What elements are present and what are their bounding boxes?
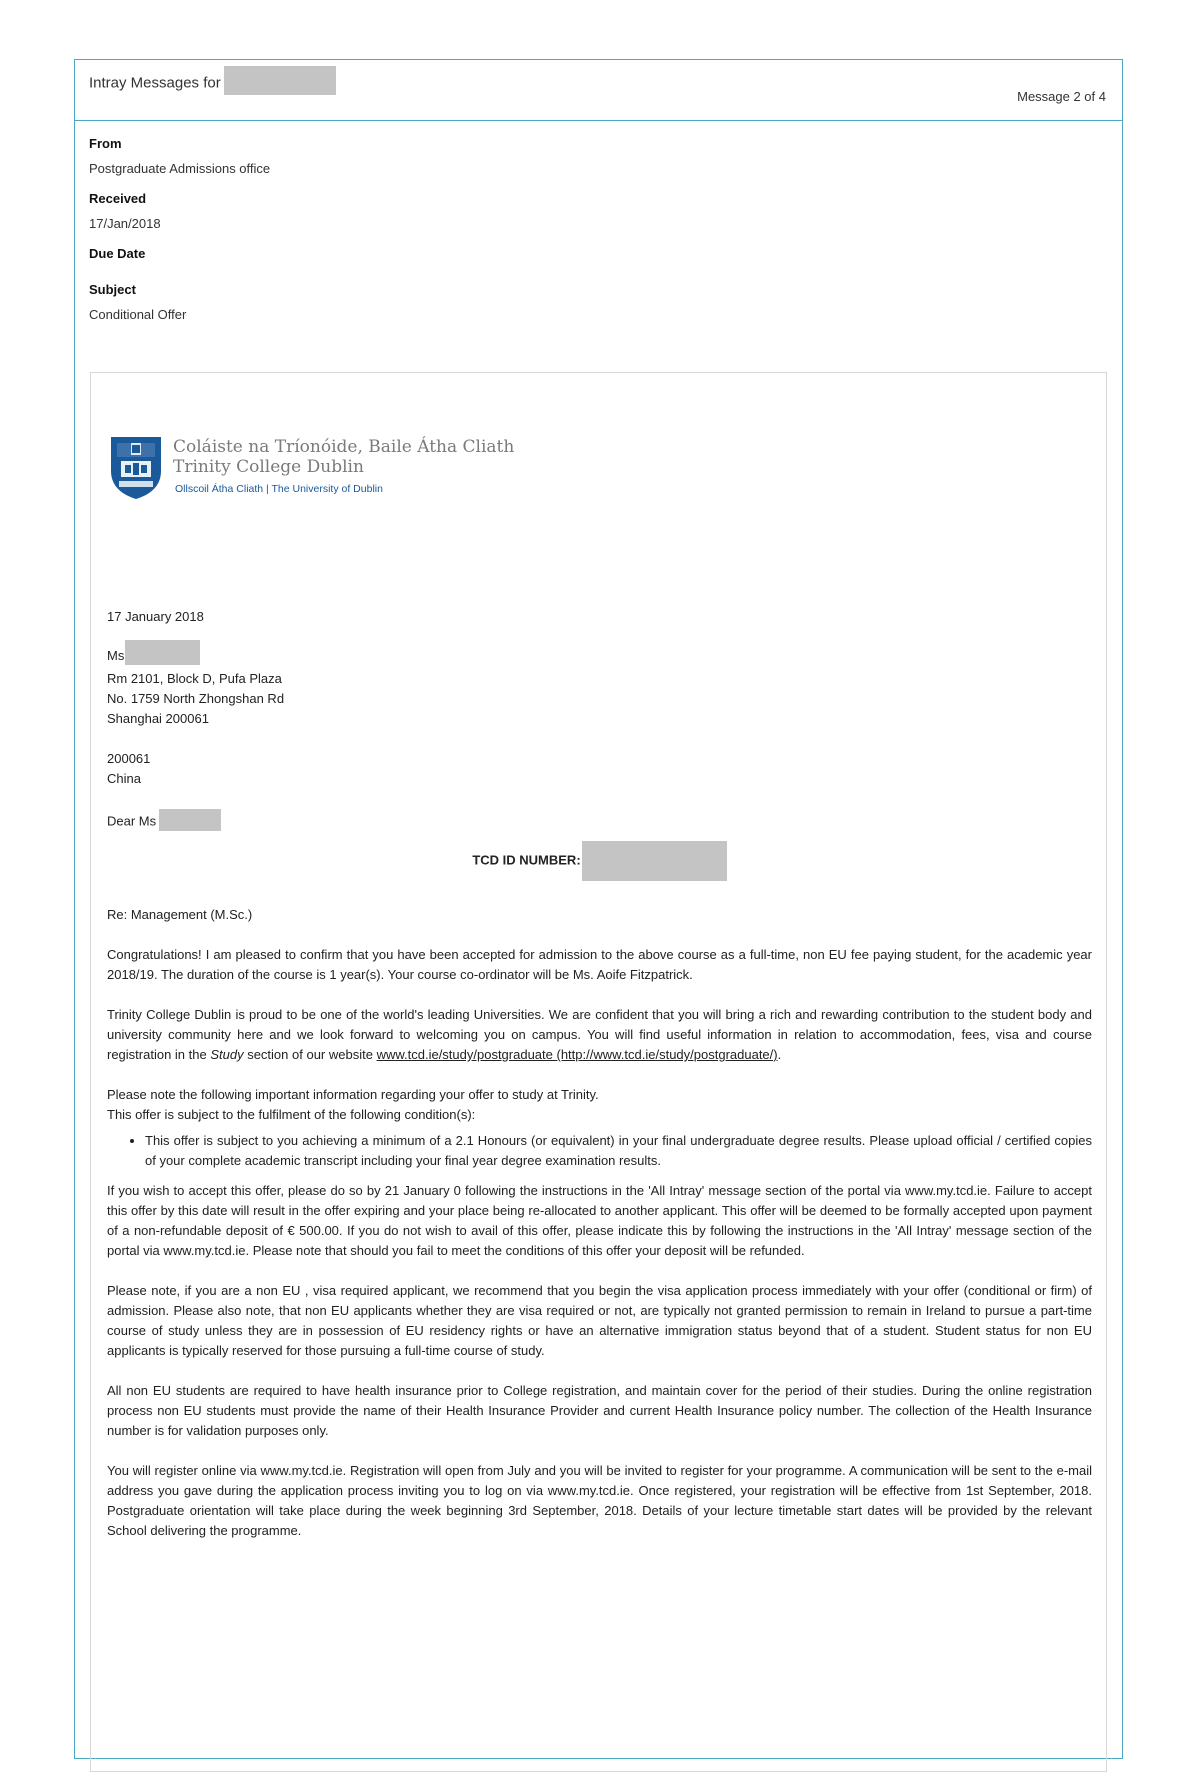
- intray-title: [89, 69, 336, 98]
- paragraph-welcome: [107, 1005, 1092, 1065]
- condition-item: • This offer is subject to you achieving a minimum of a 2.1 Honours (or equivalent) in your final undergraduate degree results. Please upload official / certified copies of your complete academic transcript including your final year degree examination results.: [145, 1131, 1092, 1171]
- tcd-logo: [109, 435, 515, 505]
- address-line: No. 1759 North Zhongshan Rd: [107, 691, 285, 706]
- received-label: Received: [89, 191, 147, 206]
- message-count: Message 2 of 4: [1017, 89, 1106, 104]
- logo-english-name: Trinity College Dublin: [173, 457, 364, 477]
- paragraph-welcome-end: .: [777, 1047, 782, 1062]
- paragraph-acceptance: Congratulations! I am pleased to confirm that you have been accepted for admission to the above course as a full-time, non EU fee paying student, for the academic year 2018/19. The duration of the course is 1 year(s). Your course co-ordinator will be Ms. Aoife Fitzpatrick.: [107, 947, 1092, 982]
- intray-message-panel: [74, 59, 1123, 1759]
- paragraph-accept-offer: If you wish to accept this offer, please do so by 21 January 0 following the instructions in the 'All Intray' message section of the portal via www.my.tcd.ie. Failure to accept this offer by this date will result in the offer expiring and your place being re-allocated to another applicant. This offer will be deemed to be formally accepted upon payment of a non-refundable deposit of € 500.00. If you do not wish to avail of this offer, please indicate this by following the instructions in the 'All Intray' message section of the portal via www.my.tcd.ie. Please note that should you fail to meet the conditions of this offer your deposit will be refunded.: [107, 1183, 1092, 1258]
- paragraph-registration: You will register online via www.my.tcd.ie. Registration will open from July and you will be invited to register for your programme. A communication will be sent to the e-mail address you gave during the application process inviting you to log on via www.my.tcd.ie. Once registered, your registration will be effective from 1st September, 2018. Postgraduate orientation will take place during the week beginning 3rd September, 2018. Details of your lecture timetable start dates will be provided by the relevant School delivering the programme.: [107, 1463, 1092, 1538]
- tcd-id: [107, 841, 1092, 881]
- subject-label: Subject: [89, 282, 136, 297]
- paragraph-welcome-text-2: section of our website: [243, 1047, 377, 1062]
- logo-irish-name: Coláiste na Tríonóide, Baile Átha Cliath: [173, 437, 515, 457]
- from-value: Postgraduate Admissions office: [89, 161, 271, 176]
- panel-header: [75, 60, 1122, 121]
- due-date-label: Due Date: [89, 246, 146, 261]
- country: China: [107, 771, 141, 786]
- tcd-crest-icon: [109, 435, 163, 501]
- address-line: Rm 2101, Block D, Pufa Plaza: [107, 671, 282, 686]
- paragraph-welcome-text: Trinity College Dublin is proud to be one of the world's leading Universities. We are confident that you will bring a rich and rewarding contribution to the student body and university community here and we look forward to welcoming you on campus. You will find useful information in relation to accommodation, fees, visa and course registration in the: [107, 1007, 1092, 1062]
- greeting: [107, 811, 1092, 833]
- postgraduate-website-link[interactable]: www.tcd.ie/study/postgraduate (http://www.tcd.ie/study/postgraduate/): [376, 1047, 778, 1062]
- from-label: From: [89, 136, 122, 151]
- address-line: Shanghai 200061: [107, 711, 209, 726]
- redacted-greeting-name: [159, 809, 221, 831]
- letter-date: 17 January 2018: [107, 609, 204, 624]
- important-info-line1: Please note the following important information regarding your offer to study at Trinity.: [107, 1087, 599, 1102]
- subject-value: Conditional Offer: [89, 307, 187, 322]
- intray-title-text: Intray Messages for: [89, 74, 221, 92]
- greeting-text: Dear Ms: [107, 813, 157, 829]
- study-italic: Study: [210, 1047, 244, 1062]
- paragraph-health-insurance: All non EU students are required to have health insurance prior to College registration, and maintain cover for the period of their studies. During the online registration process non EU students must provide the name of their Health Insurance Provider and current Health Insurance policy number. The collection of the Health Insurance number is for validation purposes only.: [107, 1383, 1092, 1438]
- recipient-name-line: [107, 644, 1092, 669]
- recipient-title: Ms: [107, 647, 125, 663]
- conditions-list: [107, 1131, 1092, 1171]
- re-line: Re: Management (M.Sc.): [107, 907, 253, 922]
- redacted-name: [224, 66, 336, 95]
- postcode: 200061: [107, 751, 151, 766]
- tcd-id-label: TCD ID NUMBER:: [472, 852, 581, 868]
- redacted-tcd-id: [582, 841, 727, 881]
- logo-subtitle: Ollscoil Átha Cliath | The University of Dublin: [175, 483, 383, 495]
- received-value: 17/Jan/2018: [89, 216, 161, 231]
- letter-body: [90, 372, 1107, 1772]
- paragraph-visa: Please note, if you are a non EU , visa required applicant, we recommend that you begin the visa application process immediately with your offer (conditional or firm) of admission. Please also note, that non EU applicants whether they are visa required or not, are typically not granted permission to remain in Ireland to pursue a part-time course of study unless they are in possession of EU residency rights or have an alternative immigration status beyond that of a student. Student status for non EU applicants is typically reserved for those pursuing a full-time course of study.: [107, 1283, 1092, 1358]
- letter-content: [107, 905, 1092, 1561]
- recipient-address: [107, 644, 1092, 789]
- important-info-line2: This offer is subject to the fulfilment of the following condition(s):: [107, 1107, 476, 1122]
- redacted-recipient-name: [125, 640, 200, 665]
- paragraph-important-info: [107, 1085, 1092, 1125]
